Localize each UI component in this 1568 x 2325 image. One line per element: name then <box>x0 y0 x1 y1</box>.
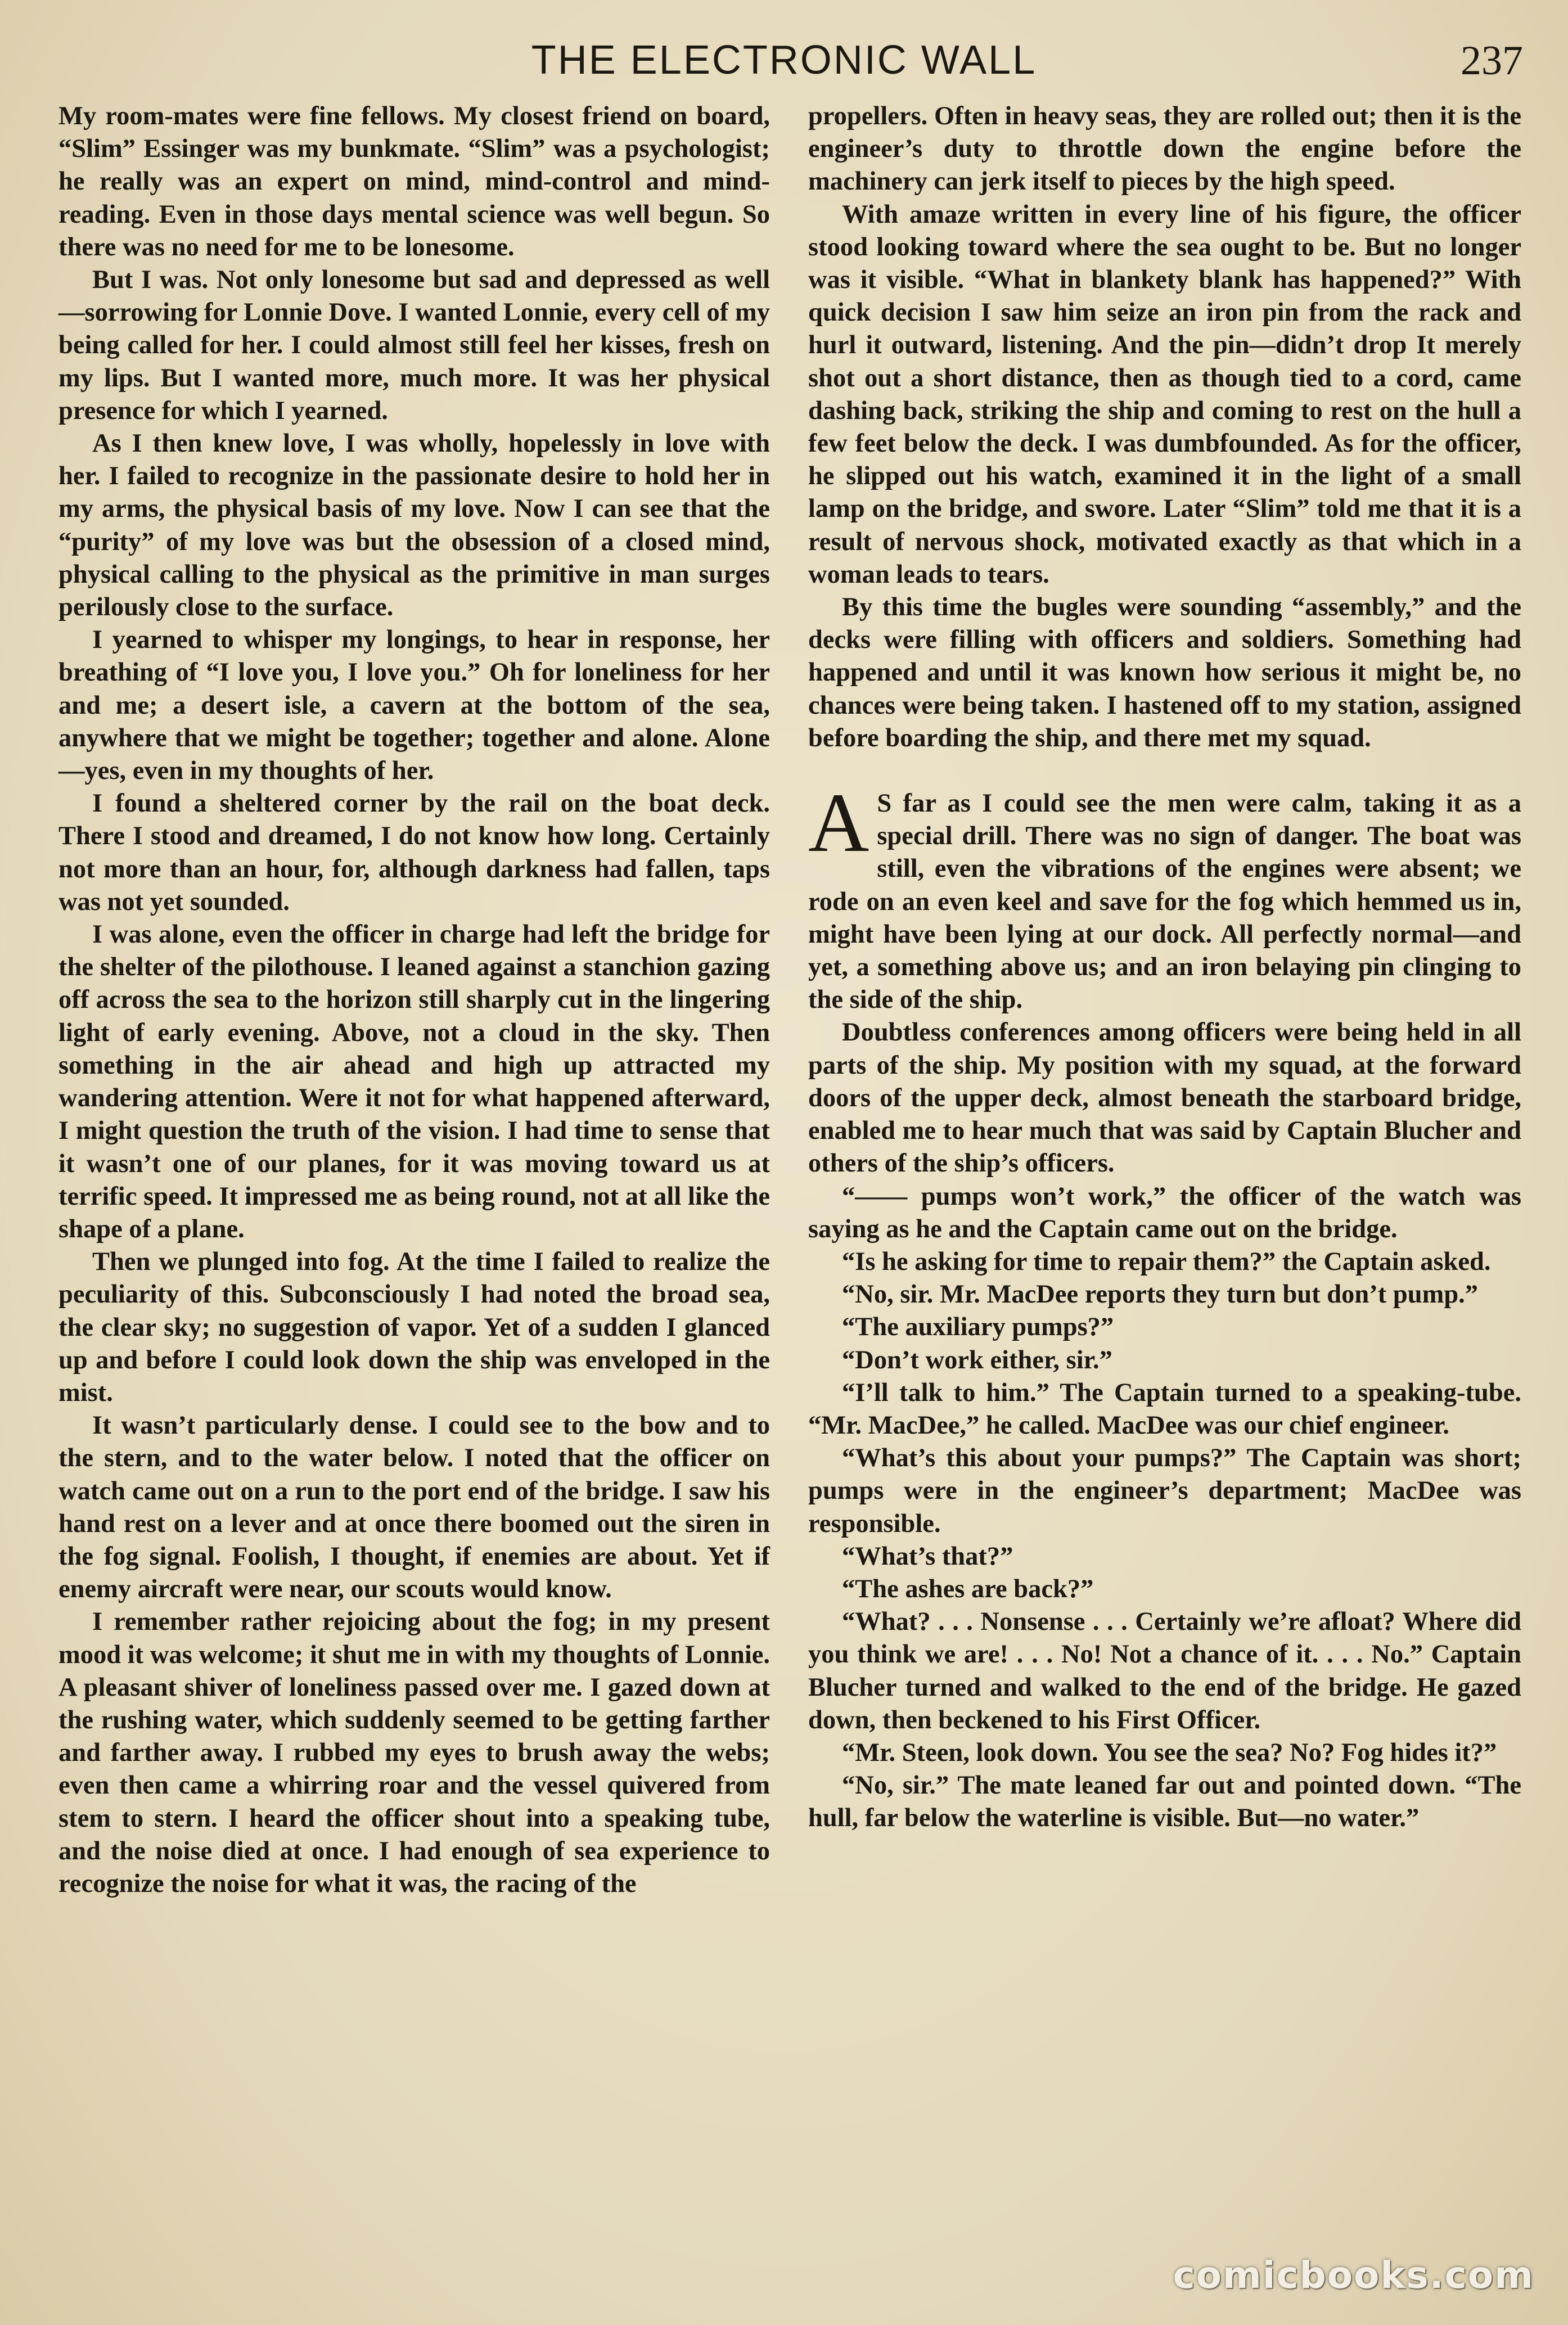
right-column <box>808 100 1521 1835</box>
paragraph: “No, sir.” The mate leaned far out and pointed down. “The hull, far below the waterline is visible. But—no water.” <box>808 1771 1521 1833</box>
paragraph: “Is he asking for time to repair them?” the Captain asked. <box>842 1247 1491 1276</box>
paragraph: “Mr. Steen, look down. You see the sea? No? Fog hides it?” <box>842 1738 1497 1767</box>
paragraph: Doubtless conferences among officers were being held in all parts of the ship. My position with my squad, at the forward doors of the upper deck, almost beneath the starboard bridge, enabled me to hear much that was said by Captain Blucher and others of the ship’s officers. <box>808 1018 1521 1178</box>
running-title: THE ELECTRONIC WALL <box>531 38 1037 83</box>
dropcap-paragraph-text: S far as I could see the men were calm, taking it as a special drill. There was no sign of danger. The boat was still, even the vibrations of the engines were absent; we rode on an even keel and save for the fog which hemmed us in, might have been lying at our dock. All perfectly normal—and yet, a something above us; and an iron belaying pin clinging to the side of the ship. <box>808 789 1521 1015</box>
paragraph: “What’s this about your pumps?” The Captain was short; pumps were in the engineer’s department; MacDee was responsible. <box>808 1444 1521 1538</box>
paragraph: By this time the bugles were sounding “assembly,” and the decks were filling with officers and soldiers. Something had happened and until it was known how serious it might be, no chances were being taken. I hastened off to my station, assigned before boarding the ship, and there met my squad. <box>808 593 1521 753</box>
dropcap-letter: A <box>808 776 869 870</box>
paragraph: “The ashes are back?” <box>842 1574 1094 1603</box>
paragraph: “What? . . . Nonsense . . . Certainly we’re afloat? Where did you think we are! . . . No! Not a chance of it. . . . No.” Captain Blucher turned and walked to the end of the bridge. He gazed down, then beckened to his First Officer. <box>808 1607 1521 1734</box>
page-number: 237 <box>1461 38 1523 84</box>
paragraph-continuation: propellers. Often in heavy seas, they are rolled out; then it is the engineer’s duty to throttle down the engine before the machinery can jerk itself to pieces by the high speed. <box>808 102 1521 196</box>
paragraph: “Don’t work either, sir.” <box>842 1345 1112 1375</box>
paragraph: I yearned to whisper my longings, to hear in response, her breathing of “I love you, I love you.” Oh for loneliness for her and me; a desert isle, a cavern at the bottom of the sea, anywhere that we might be together; together and alone. Alone—yes, even in my thoughts of her. <box>58 625 770 786</box>
paragraph: “No, sir. Mr. MacDee reports they turn but don’t pump.” <box>842 1280 1479 1309</box>
paragraph: “—— pumps won’t work,” the officer of the watch was saying as he and the Captain came out on the bridge. <box>808 1182 1521 1243</box>
dropcap-paragraph <box>808 776 1521 1016</box>
paragraph: I found a sheltered corner by the rail on the boat deck. There I stood and dreamed, I do not know how long. Certainly not more than an hour, for, although darkness had fallen, taps was not yet sounded. <box>58 789 770 916</box>
paragraph: It wasn’t particularly dense. I could see to the bow and to the stern, and to the water below. I noted that the officer on watch came out on a run to the port end of the bridge. I saw his hand rest on a lever and at once there boomed out the siren in the fog signal. Foolish, I thought, if enemies are about. Yet if enemy aircraft were near, our scouts would know. <box>58 1411 770 1604</box>
paragraph: Then we plunged into fog. At the time I failed to realize the peculiarity of this. Subconsciously I had noted the broad sea, the clear sky; no suggestion of vapor. Yet of a sudden I glanced up and before I could look down the ship was enveloped in the mist. <box>58 1247 770 1407</box>
section-break <box>808 755 1521 787</box>
paragraph: “What’s that?” <box>842 1542 1013 1571</box>
watermark-logo: comicbooks.com <box>1173 2254 1534 2297</box>
paragraph: But I was. Not only lonesome but sad and depressed as well—sorrowing for Lonnie Dove. I wanted Lonnie, every cell of my being called for her. I could almost still feel her kisses, fresh on my lips. But I wanted more, much more. It was her physical presence for which I yearned. <box>58 265 770 425</box>
paragraph: My room-mates were fine fellows. My closest friend on board, “Slim” Essinger was my bunkmate. “Slim” was a psychologist; he really was an expert on mind, mind-control and mind-reading. Even in those days mental science was well begun. So there was no need for me to be lonesome. <box>58 102 770 262</box>
paragraph: “The auxiliary pumps?” <box>842 1313 1114 1342</box>
running-header <box>0 37 1568 99</box>
paragraph: “I’ll talk to him.” The Captain turned to a speaking-tube. “Mr. MacDee,” he called. MacDee was our chief engineer. <box>808 1378 1521 1440</box>
left-column <box>58 100 770 1900</box>
paragraph: I remember rather rejoicing about the fog; in my present mood it was welcome; it shut me in with my thoughts of Lonnie. A pleasant shiver of loneliness passed over me. I gazed down at the rushing water, which suddenly seemed to be getting farther and farther away. I rubbed my eyes to brush away the webs; even then came a whirring roar and the vessel quivered from stem to stern. I heard the officer shout into a speaking tube, and the noise died at once. I had enough of sea experience to recognize the noise for what it was, the racing of the <box>58 1607 770 1898</box>
paragraph: As I then knew love, I was wholly, hopelessly in love with her. I failed to recognize in the passionate desire to hold her in my arms, the physical basis of my love. Now I can see that the “purity” of my love was but the obsession of a closed mind, physical calling to the physical as the primitive in man surges perilously close to the surface. <box>58 429 770 622</box>
paragraph: With amaze written in every line of his figure, the officer stood looking toward where the sea ought to be. But no longer was it visible. “What in blankety blank has happened?” With quick decision I saw him seize an iron pin from the rack and hurl it outward, listening. And the pin—didn’t drop It merely shot out a short distance, then as though tied to a cord, came dashing back, striking the ship and coming to rest on the hull a few feet below the deck. I was dumbfounded. As for the officer, he slipped out his watch, examined it in the light of a small lamp on the bridge, and swore. Later “Slim” told me that it is a result of nervous shock, motivated exactly as that which in a woman leads to tears. <box>808 200 1521 589</box>
paragraph: I was alone, even the officer in charge had left the bridge for the shelter of the pilothouse. I leaned against a stanchion gazing off across the sea to the horizon still sharply cut in the lingering light of early evening. Above, not a cloud in the sky. Then something in the air ahead and high up attracted my wandering attention. Were it not for what happened afterward, I might question the truth of the vision. I had time to sense that it wasn’t one of our planes, for it was moving toward us at terrific speed. It impressed me as being round, not at all like the shape of a plane. <box>58 920 770 1243</box>
